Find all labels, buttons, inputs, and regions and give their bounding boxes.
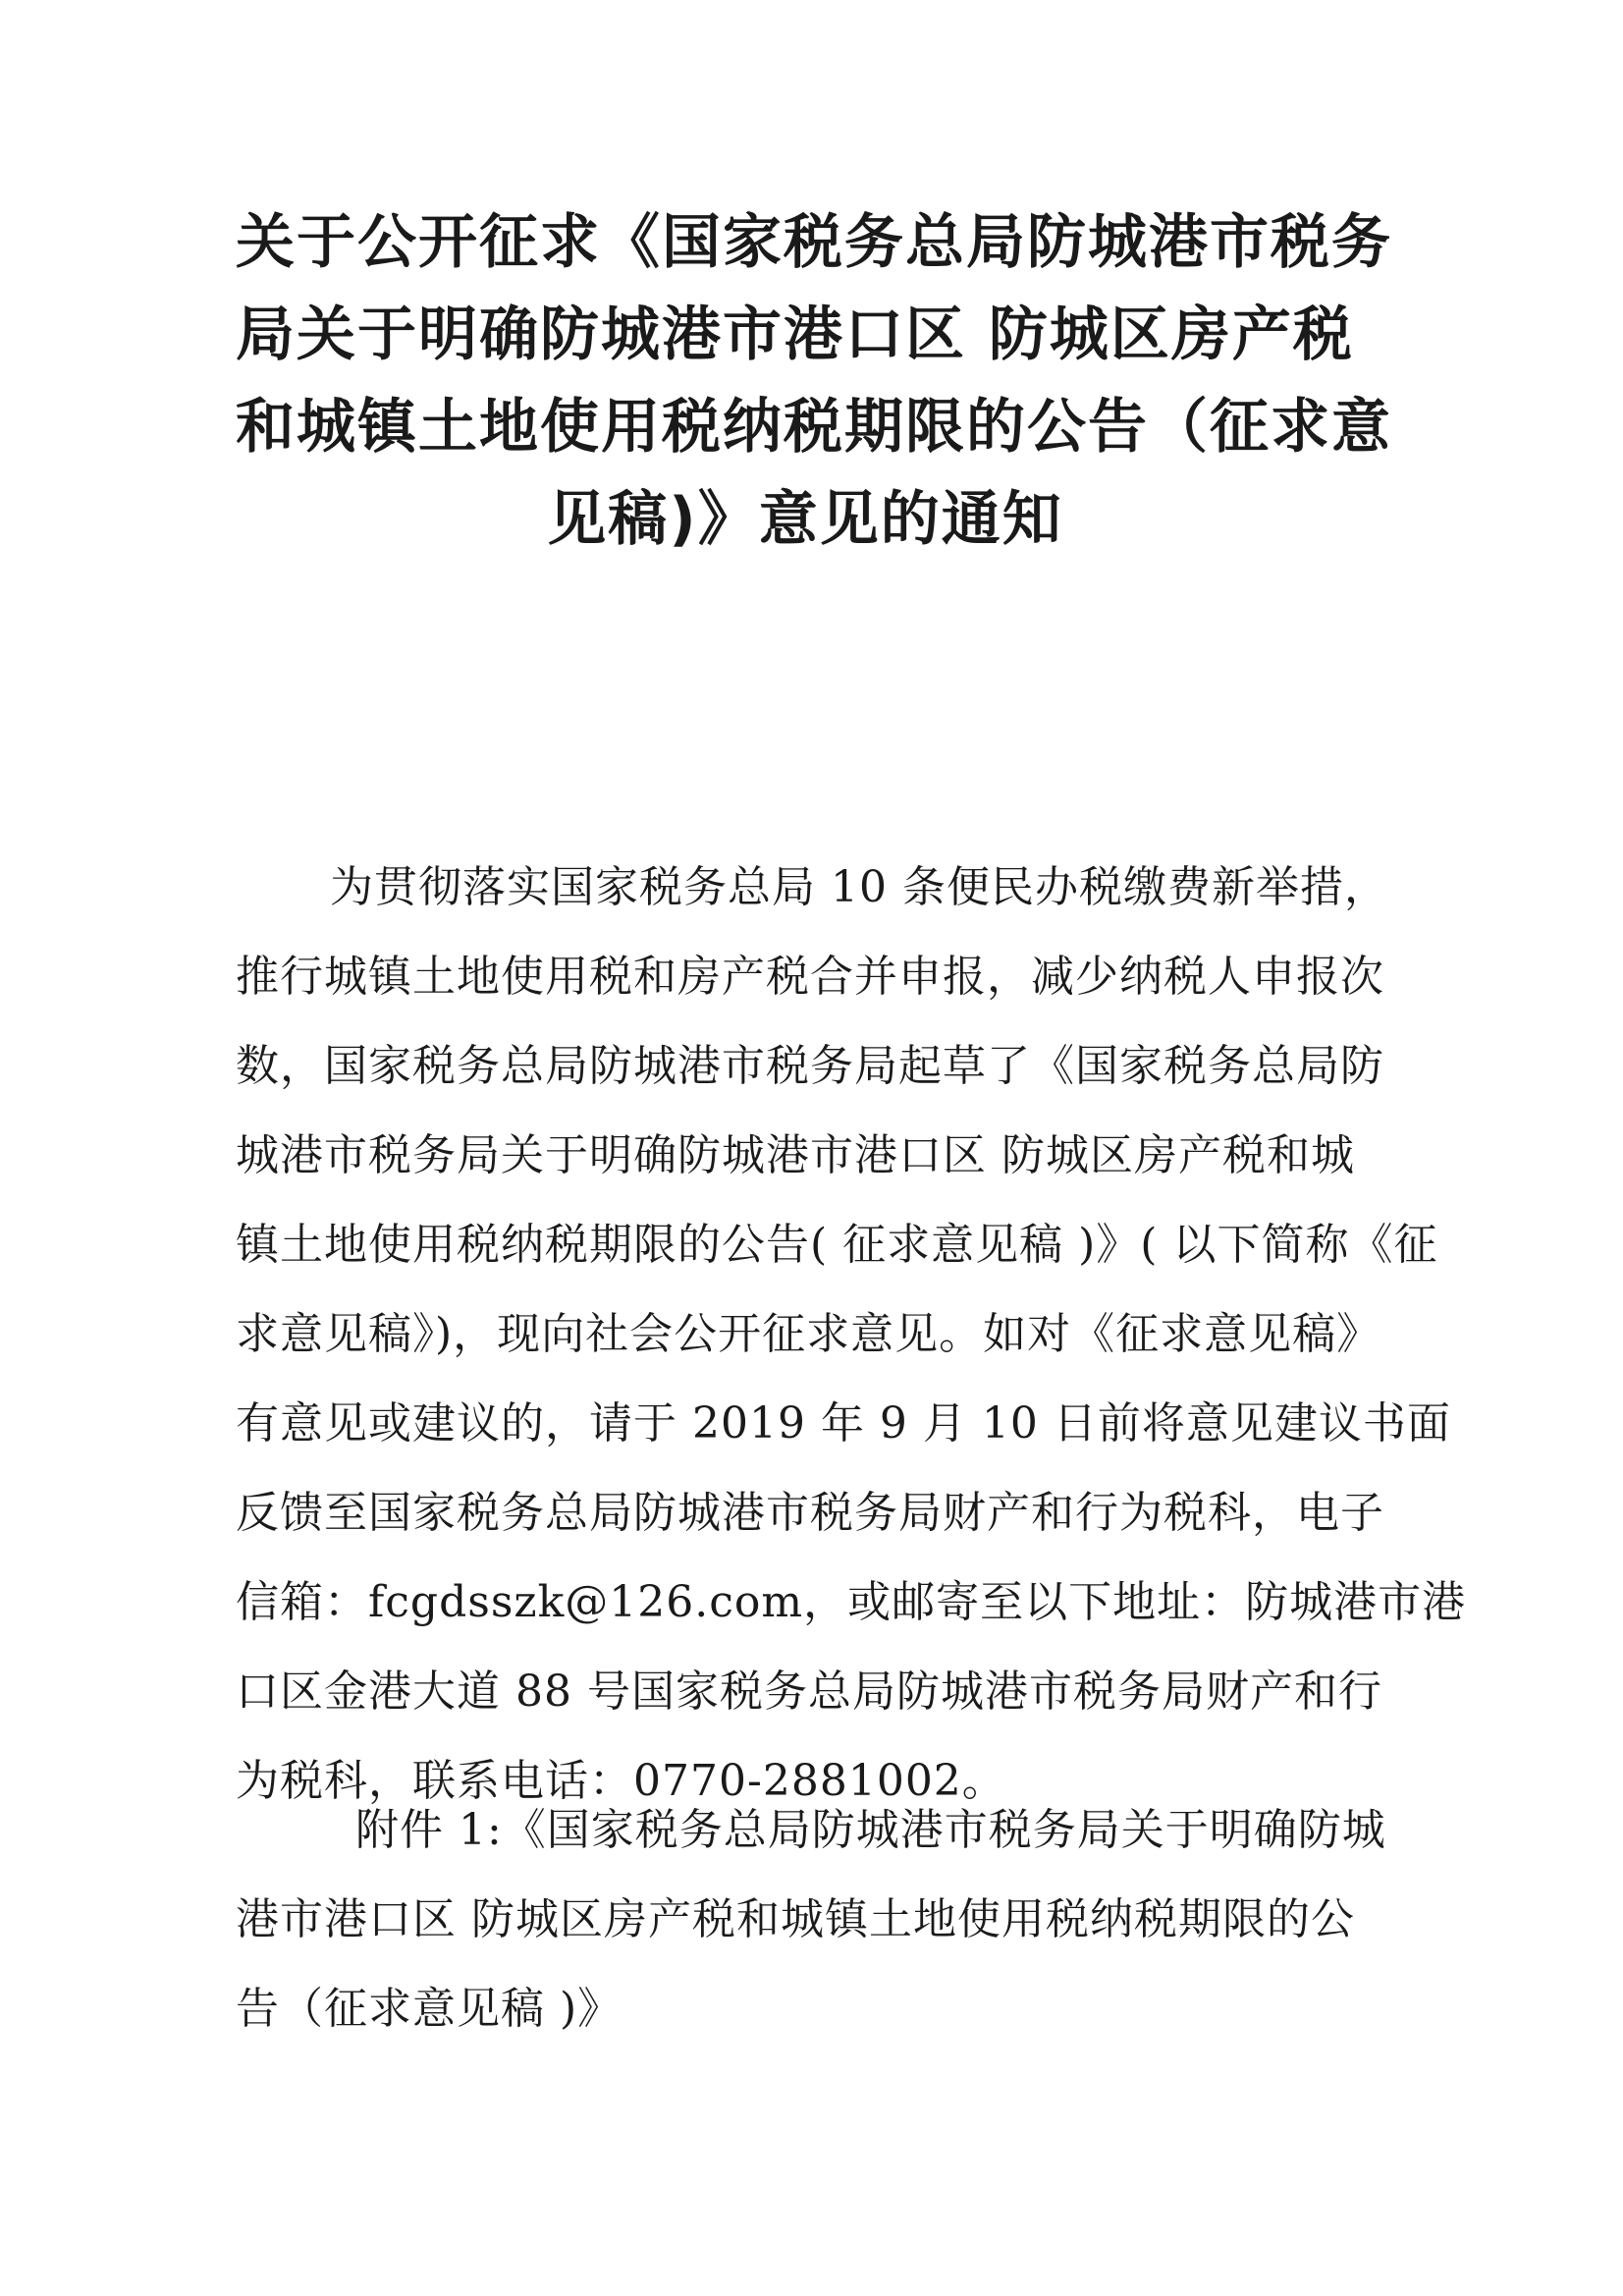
title-line: 局关于明确防城港市港口区 防城区房产税 [236, 301, 1354, 369]
body-line: 为税科，联系电话：0770-2881002。 [236, 1756, 1006, 1806]
attachment-line: 港市港口区 防城区房产税和城镇土地使用税纳税期限的公 [236, 1894, 1355, 1944]
body-line: 求意见稿》)，现向社会公开征求意见。如对《征求意见稿》 [236, 1309, 1381, 1359]
body-line: 信箱：fcgdsszk@126.com，或邮寄至以下地址：防城港市港 [236, 1577, 1467, 1627]
title-line: 见稿)》意见的通知 [547, 485, 1063, 554]
body-line: 推行城镇土地使用税和房产税合并申报，减少纳税人申报次 [236, 952, 1384, 1002]
body-line: 为贯彻落实国家税务总局 10 条便民办税缴费新举措， [330, 862, 1388, 912]
attachment-line: 告（征求意见稿 )》 [236, 1984, 622, 2034]
title-line: 和城镇土地使用税纳税期限的公告（征求意 [236, 393, 1392, 462]
title-line: 关于公开征求《国家税务总局防城港市税务 [236, 208, 1392, 277]
body-line: 口区金港大道 88 号国家税务总局防城港市税务局财产和行 [236, 1667, 1382, 1717]
body-line: 镇土地使用税纳税期限的公告( 征求意见稿 )》( 以下简称《征 [236, 1220, 1438, 1270]
attachment-paragraph [236, 1785, 1386, 2053]
body-line: 反馈至国家税务总局防城港市税务局财产和行为税科，电子 [236, 1488, 1384, 1538]
body-line: 有意见或建议的，请于 2019 年 9 月 10 日前将意见建议书面 [236, 1398, 1451, 1449]
body-paragraph [236, 843, 1467, 1826]
body-line: 数，国家税务总局防城港市税务局起草了《国家税务总局防 [236, 1041, 1384, 1091]
body-line: 城港市税务局关于明确防城港市港口区 防城区房产税和城 [236, 1130, 1355, 1180]
attachment-line: 附件 1:《国家税务总局防城港市税务局关于明确防城 [355, 1805, 1386, 1855]
document-title [236, 196, 1392, 566]
